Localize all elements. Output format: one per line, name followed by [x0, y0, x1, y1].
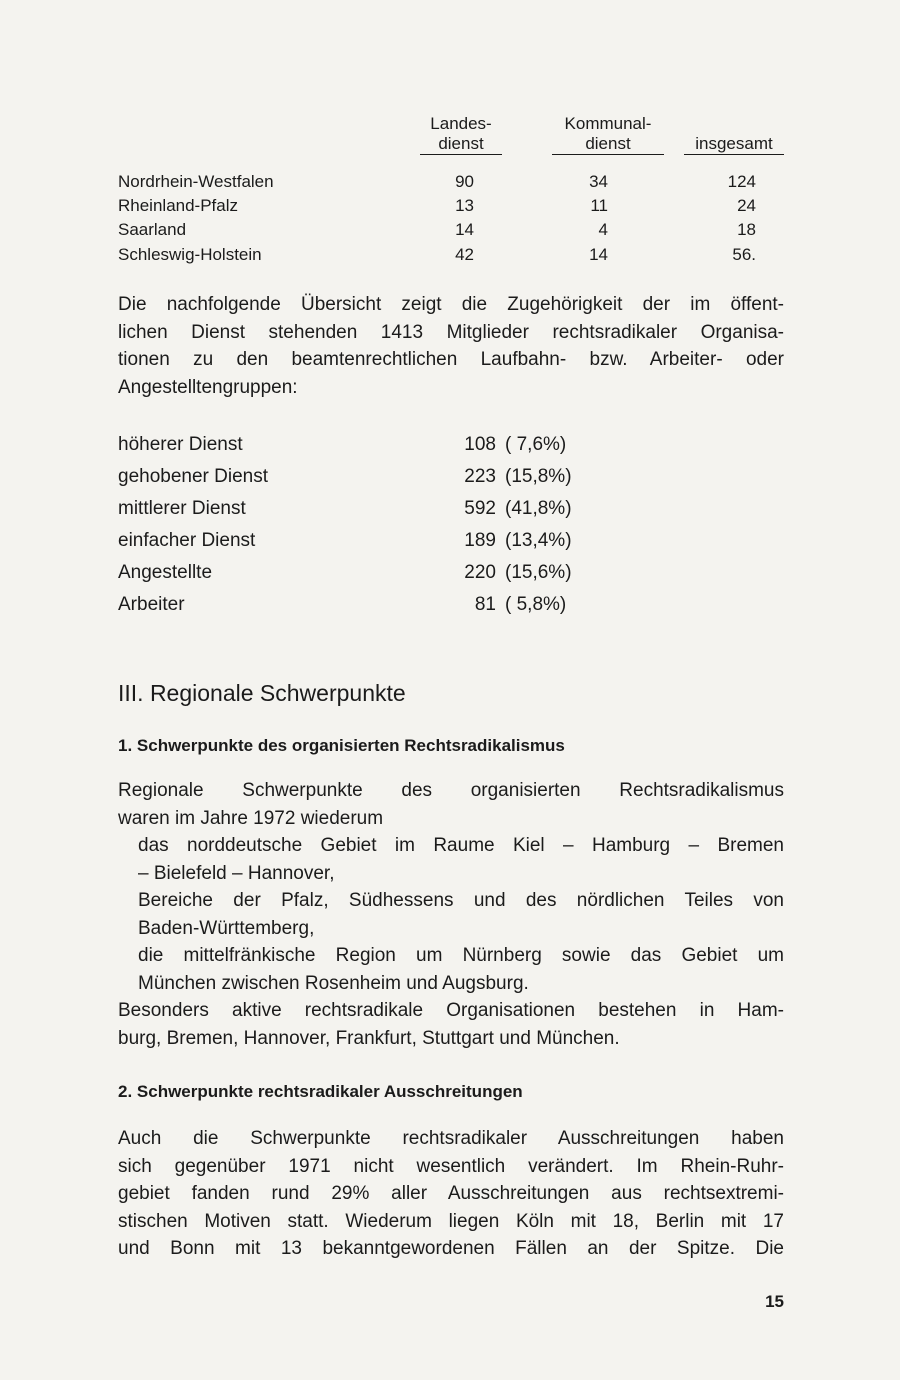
landesdienst-value: 14 — [455, 220, 474, 239]
group-label: Arbeiter — [118, 594, 185, 615]
table-row — [118, 434, 638, 464]
subsection-1-closing — [118, 997, 784, 1052]
list-item: die mittelfränkische Region um Nürnberg sowie das Gebiet um — [138, 945, 784, 966]
insgesamt-value: 24 — [737, 196, 756, 215]
col-header-insgesamt — [684, 134, 784, 155]
col-header-insgesamt-label: insgesamt — [684, 134, 784, 155]
col-header-kommunaldienst — [552, 114, 664, 155]
land-name: Rheinland-Pfalz — [118, 196, 239, 215]
table-row — [118, 530, 638, 560]
group-count: 223 — [464, 466, 496, 487]
insgesamt-value: 18 — [737, 220, 756, 239]
subsection-1-items — [138, 832, 784, 997]
land-name: Nordrhein-Westfalen — [118, 172, 274, 191]
kommunaldienst-value: 34 — [589, 172, 608, 191]
text-line: burg, Bremen, Hannover, Frankfurt, Stuttgart und München. — [118, 1027, 620, 1049]
table-row — [118, 562, 638, 592]
section-title: III. Regionale Schwerpunkte — [118, 680, 406, 706]
landesdienst-value: 90 — [455, 172, 474, 191]
group-label: gehobener Dienst — [118, 466, 268, 487]
group-label: höherer Dienst — [118, 434, 243, 455]
text-line: Auch die Schwerpunkte rechtsradikaler Ausschreitungen haben — [118, 1128, 784, 1149]
text-line: Besonders aktive rechtsradikale Organisationen bestehen in Ham- — [118, 1000, 784, 1021]
list-item: – Bielefeld – Hannover, — [138, 862, 335, 884]
list-item: Baden-Württemberg, — [138, 917, 315, 939]
insgesamt-value: 124 — [727, 172, 756, 191]
text-line: lichen Dienst stehenden 1413 Mitglieder rechtsradikaler Organisa- — [118, 321, 784, 343]
col-header-kommunaldienst-top: Kommunal- — [564, 114, 652, 133]
text-line: waren im Jahre 1972 wiederum — [118, 807, 384, 829]
subsection-1-lead — [118, 777, 784, 832]
text-line: Die nachfolgende Übersicht zeigt die Zugehörigkeit der im öffent- — [118, 294, 784, 315]
col-header-landesdienst-bottom: dienst — [420, 134, 502, 155]
group-percent: (41,8%) — [505, 498, 572, 519]
table-row — [118, 466, 638, 496]
table-row — [118, 172, 758, 196]
intro-paragraph — [118, 291, 784, 401]
col-header-landesdienst-top: Landes- — [430, 114, 492, 133]
subsection-2-text — [118, 1125, 784, 1263]
text-line: sich gegenüber 1971 nicht wesentlich verändert. Im Rhein-Ruhr- — [118, 1155, 784, 1177]
col-header-landesdienst — [420, 114, 502, 155]
group-percent: ( 5,8%) — [505, 594, 567, 615]
group-percent: ( 7,6%) — [505, 434, 567, 455]
group-label: einfacher Dienst — [118, 530, 256, 551]
text-line: und Bonn mit 13 bekanntgewordenen Fällen an der Spitze. Die — [118, 1238, 784, 1259]
subsection-1-title: 1. Schwerpunkte des organisierten Rechtsradikalismus — [118, 736, 565, 755]
text-line: Angestelltengruppen: — [118, 376, 298, 398]
land-name: Schleswig-Holstein — [118, 245, 262, 264]
group-count: 220 — [464, 562, 496, 583]
group-count: 81 — [474, 594, 496, 615]
list-item: Bereiche der Pfalz, Südhessens und des nördlichen Teiles von — [138, 890, 784, 911]
group-count: 108 — [464, 434, 496, 455]
table-row — [118, 245, 758, 269]
table-row — [118, 220, 758, 244]
page-number: 15 — [765, 1292, 784, 1311]
group-percent: (15,6%) — [505, 562, 572, 583]
text-line: gebiet fanden rund 29% aller Ausschreitungen aus rechtsextremi- — [118, 1183, 784, 1204]
table-row — [118, 196, 758, 220]
list-item: das norddeutsche Gebiet im Raume Kiel – Hamburg – Bremen — [138, 835, 784, 856]
text-line: tionen zu den beamtenrechtlichen Laufbahn- bzw. Arbeiter- oder — [118, 349, 784, 370]
table-row — [118, 594, 638, 624]
kommunaldienst-value: 11 — [590, 196, 608, 215]
group-percent: (13,4%) — [505, 530, 572, 551]
landesdienst-value: 42 — [455, 245, 474, 264]
landesdienst-value: 13 — [455, 196, 474, 215]
insgesamt-value: 56. — [732, 245, 756, 264]
kommunaldienst-value: 4 — [598, 220, 608, 239]
group-label: Angestellte — [118, 562, 213, 583]
land-name: Saarland — [118, 220, 187, 239]
text-line: Regionale Schwerpunkte des organisierten Rechtsradikalismus — [118, 780, 784, 801]
subsection-2-title: 2. Schwerpunkte rechtsradikaler Ausschreitungen — [118, 1082, 523, 1101]
group-count: 189 — [464, 530, 496, 551]
list-item: München zwischen Rosenheim und Augsburg. — [138, 972, 529, 994]
group-count: 592 — [464, 498, 496, 519]
kommunaldienst-value: 14 — [589, 245, 608, 264]
table-row — [118, 498, 638, 528]
group-label: mittlerer Dienst — [118, 498, 246, 519]
group-percent: (15,8%) — [505, 466, 572, 487]
col-header-kommunaldienst-bottom: dienst — [552, 134, 664, 155]
text-line: stischen Motiven statt. Wiederum liegen Köln mit 18, Berlin mit 17 — [118, 1210, 784, 1232]
